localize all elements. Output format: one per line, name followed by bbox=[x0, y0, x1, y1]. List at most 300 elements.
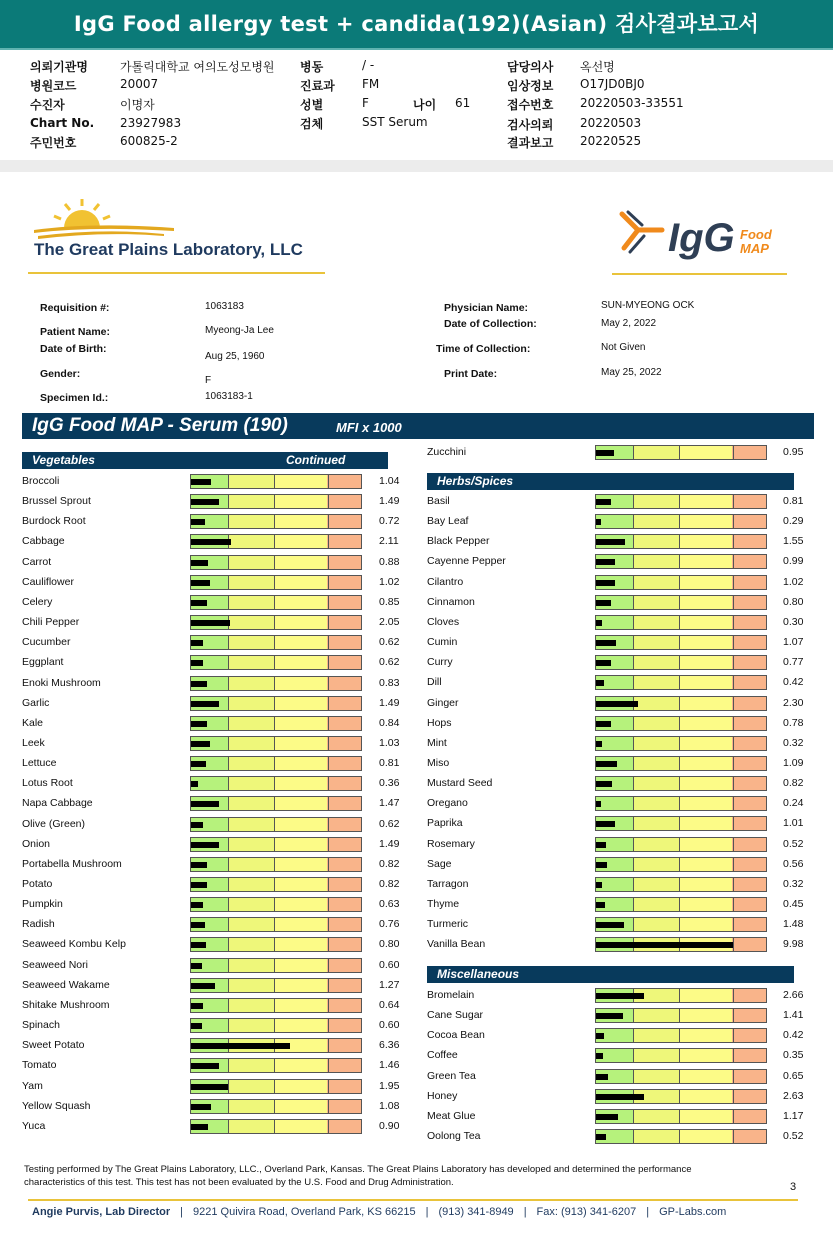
result-bar-fill bbox=[191, 963, 202, 969]
bar-divider bbox=[274, 697, 275, 710]
result-value: 0.62 bbox=[379, 636, 400, 649]
bar-divider bbox=[633, 858, 634, 871]
age-value: 61 bbox=[455, 96, 471, 110]
result-bar bbox=[595, 696, 767, 711]
result-row bbox=[427, 1046, 813, 1066]
bar-divider bbox=[228, 556, 229, 569]
header-value: 600825-2 bbox=[120, 134, 178, 148]
bar-divider bbox=[733, 1009, 734, 1022]
bar-divider bbox=[633, 838, 634, 851]
result-value: 0.81 bbox=[379, 757, 400, 770]
header-value: FM bbox=[362, 77, 380, 91]
header-label: 검체 bbox=[300, 117, 324, 131]
food-name: Enoki Mushroom bbox=[22, 676, 101, 689]
bar-divider bbox=[733, 676, 734, 689]
result-bar-fill bbox=[596, 450, 614, 456]
result-row bbox=[427, 443, 813, 463]
result-bar bbox=[595, 675, 767, 690]
bar-divider bbox=[733, 636, 734, 649]
result-value: 9.98 bbox=[783, 938, 804, 951]
bar-divider bbox=[733, 515, 734, 528]
bar-divider bbox=[228, 515, 229, 528]
result-bar-fill bbox=[596, 640, 616, 646]
result-bar-fill bbox=[191, 1043, 290, 1049]
bar-divider bbox=[633, 1009, 634, 1022]
bar-divider bbox=[633, 717, 634, 730]
gold-divider bbox=[28, 272, 325, 274]
result-value: 0.80 bbox=[783, 595, 804, 608]
food-name: Seaweed Wakame bbox=[22, 978, 110, 991]
food-name: Cucumber bbox=[22, 636, 71, 649]
result-bar bbox=[190, 696, 362, 711]
result-value: 0.63 bbox=[379, 898, 400, 911]
result-bar-fill bbox=[596, 821, 615, 827]
result-value: 0.24 bbox=[783, 797, 804, 810]
result-value: 0.77 bbox=[783, 656, 804, 669]
food-name: Seaweed Nori bbox=[22, 958, 88, 971]
food-name: Cayenne Pepper bbox=[427, 555, 506, 568]
food-name: Napa Cabbage bbox=[22, 797, 93, 810]
result-bar bbox=[190, 796, 362, 811]
result-bar bbox=[595, 897, 767, 912]
result-bar-fill bbox=[596, 1013, 623, 1019]
result-value: 0.52 bbox=[783, 837, 804, 850]
result-value: 0.88 bbox=[379, 555, 400, 568]
bar-divider bbox=[733, 697, 734, 710]
bar-divider bbox=[328, 1120, 329, 1133]
bar-divider bbox=[679, 717, 680, 730]
header-label: 수진자 bbox=[30, 98, 65, 112]
result-value: 6.36 bbox=[379, 1039, 400, 1052]
food-name: Dill bbox=[427, 676, 442, 689]
result-value: 1.55 bbox=[783, 535, 804, 548]
result-value: 1.49 bbox=[379, 495, 400, 508]
bar-divider bbox=[228, 737, 229, 750]
result-row bbox=[427, 855, 813, 875]
bar-divider bbox=[633, 676, 634, 689]
result-bar bbox=[190, 494, 362, 509]
result-value: 1.27 bbox=[379, 978, 400, 991]
result-bar-fill bbox=[596, 842, 606, 848]
result-value: 1.48 bbox=[783, 918, 804, 931]
header-value: 23927983 bbox=[120, 116, 182, 130]
bar-divider bbox=[274, 757, 275, 770]
food-name: Bromelain bbox=[427, 989, 475, 1001]
result-value: 0.42 bbox=[783, 1029, 804, 1042]
result-bar-fill bbox=[596, 499, 611, 505]
bar-divider bbox=[328, 838, 329, 851]
result-bar-fill bbox=[596, 902, 605, 908]
result-bar bbox=[595, 917, 767, 932]
result-bar bbox=[595, 445, 767, 460]
result-row bbox=[427, 835, 813, 855]
result-bar bbox=[190, 756, 362, 771]
result-bar-fill bbox=[596, 1134, 606, 1140]
food-name: Zucchini bbox=[427, 446, 467, 458]
result-bar bbox=[595, 1008, 767, 1023]
result-bar-fill bbox=[596, 1114, 618, 1120]
bar-divider bbox=[328, 636, 329, 649]
result-value: 0.32 bbox=[783, 877, 804, 890]
food-name: Yam bbox=[22, 1079, 43, 1092]
result-bar-fill bbox=[596, 1094, 644, 1100]
result-row bbox=[22, 956, 409, 976]
header-value: / - bbox=[362, 58, 375, 72]
result-bar bbox=[595, 575, 767, 590]
bar-divider bbox=[228, 1019, 229, 1032]
food-name: Potato bbox=[22, 878, 53, 890]
bar-divider bbox=[328, 898, 329, 911]
header-label: 검사의뢰 bbox=[507, 118, 554, 132]
result-value: 2.11 bbox=[379, 535, 399, 548]
result-bar-fill bbox=[596, 942, 733, 948]
result-bar-fill bbox=[596, 761, 617, 767]
header-label: Chart No. bbox=[30, 116, 95, 130]
food-name: Burdock Root bbox=[22, 515, 86, 528]
result-row bbox=[22, 835, 409, 855]
result-bar bbox=[190, 877, 362, 892]
info-label: Date of Birth: bbox=[40, 343, 107, 355]
bar-divider bbox=[733, 918, 734, 931]
result-row bbox=[427, 532, 813, 552]
bar-divider bbox=[328, 737, 329, 750]
result-row bbox=[427, 492, 813, 512]
bar-divider bbox=[679, 1090, 680, 1103]
info-value: F bbox=[205, 375, 212, 386]
bar-divider bbox=[274, 938, 275, 951]
result-bar-fill bbox=[191, 1003, 203, 1009]
result-row bbox=[22, 1077, 409, 1097]
bar-divider bbox=[274, 959, 275, 972]
result-bar-fill bbox=[191, 741, 210, 747]
foodmap-logo bbox=[740, 228, 772, 256]
result-value: 0.52 bbox=[783, 1130, 804, 1143]
result-row bbox=[427, 653, 813, 673]
result-row bbox=[427, 512, 813, 532]
bar-divider bbox=[228, 1080, 229, 1093]
bar-divider bbox=[679, 757, 680, 770]
result-value: 0.64 bbox=[379, 998, 400, 1011]
bar-divider bbox=[328, 858, 329, 871]
result-row bbox=[427, 935, 813, 955]
result-bar bbox=[595, 534, 767, 549]
bar-divider bbox=[328, 959, 329, 972]
igg-logo-text: IgG bbox=[668, 216, 735, 260]
bar-divider bbox=[633, 1110, 634, 1123]
bar-divider bbox=[328, 556, 329, 569]
bar-divider bbox=[679, 1130, 680, 1143]
food-name: Mustard Seed bbox=[427, 777, 493, 790]
result-bar bbox=[595, 756, 767, 771]
herbs-title: Herbs/Spices bbox=[437, 474, 514, 488]
result-bar bbox=[595, 1048, 767, 1063]
info-value: 1063183 bbox=[205, 301, 244, 312]
result-row bbox=[427, 814, 813, 834]
result-row bbox=[427, 1127, 813, 1147]
bar-divider bbox=[274, 677, 275, 690]
result-bar bbox=[190, 1079, 362, 1094]
disclaimer: Testing performed by The Great Plains Laboratory, LLC., Overland Park, Kansas. The Great Plains Laboratory has developed and determined the performance characteristics of this test. This test has not been evaluated by the U.S. Food and Drug Administration. bbox=[24, 1164, 692, 1188]
bar-divider bbox=[228, 757, 229, 770]
header-label: 병원코드 bbox=[30, 79, 77, 93]
bar-divider bbox=[633, 817, 634, 830]
bar-divider bbox=[274, 1080, 275, 1093]
bar-divider bbox=[228, 475, 229, 488]
bar-divider bbox=[328, 1059, 329, 1072]
bar-divider bbox=[679, 777, 680, 790]
food-name: Black Pepper bbox=[427, 535, 490, 548]
result-row bbox=[427, 694, 813, 714]
info-label: Print Date: bbox=[444, 368, 498, 380]
bar-divider bbox=[633, 797, 634, 810]
result-bar bbox=[190, 998, 362, 1013]
result-bar-fill bbox=[191, 1104, 211, 1110]
bar-divider bbox=[274, 979, 275, 992]
antibody-icon bbox=[616, 210, 672, 256]
bar-divider bbox=[274, 737, 275, 750]
result-row bbox=[22, 492, 409, 512]
result-bar-fill bbox=[191, 882, 207, 888]
food-name: Honey bbox=[427, 1089, 458, 1102]
bar-divider bbox=[328, 777, 329, 790]
food-name: Spinach bbox=[22, 1019, 60, 1032]
bar-divider bbox=[328, 656, 329, 669]
bar-divider bbox=[274, 858, 275, 871]
result-bar-fill bbox=[191, 499, 219, 505]
bar-divider bbox=[328, 717, 329, 730]
result-value: 0.76 bbox=[379, 918, 400, 931]
result-bar-fill bbox=[191, 1084, 228, 1090]
result-bar bbox=[595, 595, 767, 610]
header-label: 병동 bbox=[300, 60, 324, 74]
result-bar-fill bbox=[596, 721, 611, 727]
title-underline bbox=[0, 48, 833, 50]
bar-divider bbox=[274, 1120, 275, 1133]
section-banner bbox=[22, 413, 814, 439]
bar-divider bbox=[228, 979, 229, 992]
bar-divider bbox=[733, 535, 734, 548]
bar-divider bbox=[733, 757, 734, 770]
food-name: Eggplant bbox=[22, 656, 64, 669]
vegetables-header bbox=[22, 452, 388, 469]
bar-divider bbox=[733, 555, 734, 568]
result-bar bbox=[595, 1109, 767, 1124]
bar-divider bbox=[733, 1110, 734, 1123]
bar-divider bbox=[679, 989, 680, 1002]
vegetables-title: Vegetables bbox=[32, 453, 95, 467]
food-name: Bay Leaf bbox=[427, 515, 469, 528]
bar-divider bbox=[679, 898, 680, 911]
food-name: Cabbage bbox=[22, 535, 65, 548]
report-title: IgG Food allergy test + candida(192)(Asian) 검사결과보고서 bbox=[0, 0, 833, 48]
bar-divider bbox=[328, 999, 329, 1012]
result-value: 0.78 bbox=[783, 716, 804, 729]
result-bar bbox=[595, 877, 767, 892]
sun-logo-icon bbox=[34, 198, 184, 240]
result-bar-fill bbox=[596, 559, 615, 565]
result-bar bbox=[595, 655, 767, 670]
bar-divider bbox=[679, 878, 680, 891]
result-row bbox=[427, 633, 813, 653]
bar-divider bbox=[274, 616, 275, 629]
food-name: Yuca bbox=[22, 1119, 46, 1132]
result-row bbox=[427, 915, 813, 935]
result-bar-fill bbox=[596, 600, 611, 606]
result-value: 0.85 bbox=[379, 595, 400, 608]
result-bar-fill bbox=[191, 600, 207, 606]
bar-divider bbox=[679, 737, 680, 750]
bar-divider bbox=[633, 898, 634, 911]
food-name: Shitake Mushroom bbox=[22, 998, 110, 1011]
misc-header bbox=[427, 966, 794, 983]
bar-divider bbox=[733, 777, 734, 790]
result-row bbox=[22, 1097, 409, 1117]
bar-divider bbox=[274, 656, 275, 669]
result-row bbox=[22, 573, 409, 593]
header-label: 진료과 bbox=[300, 79, 335, 93]
info-label: Time of Collection: bbox=[436, 343, 531, 355]
result-bar-fill bbox=[191, 620, 230, 626]
bar-divider bbox=[274, 777, 275, 790]
result-bar-fill bbox=[596, 519, 601, 525]
bar-divider bbox=[679, 838, 680, 851]
bar-divider bbox=[733, 989, 734, 1002]
bar-divider bbox=[328, 677, 329, 690]
result-bar-fill bbox=[596, 1074, 608, 1080]
food-name: Sage bbox=[427, 857, 452, 870]
result-bar-fill bbox=[191, 560, 208, 566]
result-value: 1.49 bbox=[379, 837, 400, 850]
result-bar bbox=[190, 958, 362, 973]
lab-director: Angie Purvis, Lab Director bbox=[32, 1206, 171, 1218]
lab-name: The Great Plains Laboratory, LLC bbox=[34, 240, 303, 259]
result-row bbox=[22, 855, 409, 875]
info-label: Date of Collection: bbox=[444, 318, 537, 330]
map-logo-text: MAP bbox=[740, 241, 769, 256]
header-label: 주민번호 bbox=[30, 136, 77, 150]
lab-fax: Fax: (913) 341-6207 bbox=[536, 1206, 637, 1218]
bar-divider bbox=[328, 596, 329, 609]
bar-divider bbox=[733, 596, 734, 609]
result-bar bbox=[595, 635, 767, 650]
bar-divider bbox=[679, 1110, 680, 1123]
result-row bbox=[22, 512, 409, 532]
bar-divider bbox=[328, 616, 329, 629]
food-name: Cauliflower bbox=[22, 575, 74, 588]
info-label: Physician Name: bbox=[444, 302, 529, 314]
food-name: Chili Pepper bbox=[22, 616, 80, 629]
bar-divider bbox=[679, 817, 680, 830]
bar-divider bbox=[274, 1019, 275, 1032]
result-bar bbox=[595, 615, 767, 630]
result-bar bbox=[595, 796, 767, 811]
result-bar bbox=[190, 595, 362, 610]
bar-divider bbox=[733, 878, 734, 891]
result-bar bbox=[595, 554, 767, 569]
food-name: Tarragon bbox=[427, 877, 469, 890]
result-row bbox=[22, 976, 409, 996]
food-name: Leek bbox=[22, 736, 45, 749]
bar-divider bbox=[733, 1090, 734, 1103]
bar-divider bbox=[228, 576, 229, 589]
result-value: 1.41 bbox=[783, 1009, 804, 1022]
bar-divider bbox=[228, 495, 229, 508]
header-label: 접수번호 bbox=[507, 98, 554, 112]
bar-divider bbox=[679, 576, 680, 589]
bar-divider bbox=[274, 999, 275, 1012]
result-value: 0.45 bbox=[783, 898, 804, 910]
result-bar bbox=[190, 716, 362, 731]
bar-divider bbox=[228, 959, 229, 972]
section-title: IgG Food MAP - Serum (190) bbox=[32, 415, 288, 436]
bar-divider bbox=[328, 757, 329, 770]
result-row bbox=[22, 593, 409, 613]
result-bar-fill bbox=[191, 701, 219, 707]
bar-divider bbox=[633, 737, 634, 750]
bar-divider bbox=[679, 918, 680, 931]
header-value: 20007 bbox=[120, 77, 159, 91]
bar-divider bbox=[228, 677, 229, 690]
result-bar-fill bbox=[191, 842, 219, 848]
bar-divider bbox=[228, 999, 229, 1012]
units-label: MFI x 1000 bbox=[336, 420, 402, 435]
result-row bbox=[427, 1067, 813, 1087]
result-row bbox=[22, 633, 409, 653]
lab-website: GP-Labs.com bbox=[659, 1206, 727, 1218]
result-bar bbox=[190, 1099, 362, 1114]
header-value: SST Serum bbox=[362, 115, 428, 129]
bar-divider bbox=[633, 515, 634, 528]
result-bar bbox=[190, 575, 362, 590]
bar-divider bbox=[228, 858, 229, 871]
food-name: Green Tea bbox=[427, 1069, 476, 1082]
food-name: Brussel Sprout bbox=[22, 495, 91, 508]
bar-divider bbox=[679, 1029, 680, 1042]
result-value: 1.04 bbox=[379, 475, 400, 487]
bar-divider bbox=[274, 596, 275, 609]
bar-divider bbox=[228, 656, 229, 669]
bar-divider bbox=[633, 446, 634, 459]
bar-divider bbox=[274, 515, 275, 528]
bar-divider bbox=[733, 1049, 734, 1062]
bar-divider bbox=[228, 797, 229, 810]
food-name: Rosemary bbox=[427, 837, 475, 850]
result-value: 2.66 bbox=[783, 989, 804, 1001]
result-bar-fill bbox=[191, 862, 207, 868]
food-name: Cumin bbox=[427, 636, 458, 649]
misc-title: Miscellaneous bbox=[437, 967, 520, 981]
bar-divider bbox=[733, 576, 734, 589]
result-value: 0.95 bbox=[783, 446, 804, 458]
bar-divider bbox=[679, 1049, 680, 1062]
result-value: 0.82 bbox=[379, 857, 400, 870]
result-row bbox=[427, 774, 813, 794]
result-bar bbox=[190, 635, 362, 650]
bar-divider bbox=[228, 1059, 229, 1072]
bar-divider bbox=[228, 918, 229, 931]
food-name: Broccoli bbox=[22, 475, 60, 487]
food-name: Turmeric bbox=[427, 918, 469, 931]
bar-divider bbox=[274, 1059, 275, 1072]
bar-divider bbox=[328, 515, 329, 528]
header-value: 가톨릭대학교 여의도성모병원 bbox=[120, 60, 275, 74]
result-value: 0.80 bbox=[379, 938, 400, 951]
bar-divider bbox=[328, 1080, 329, 1093]
bar-divider bbox=[274, 717, 275, 730]
bar-divider bbox=[733, 1070, 734, 1083]
result-value: 1.47 bbox=[379, 797, 400, 810]
result-bar bbox=[190, 817, 362, 832]
